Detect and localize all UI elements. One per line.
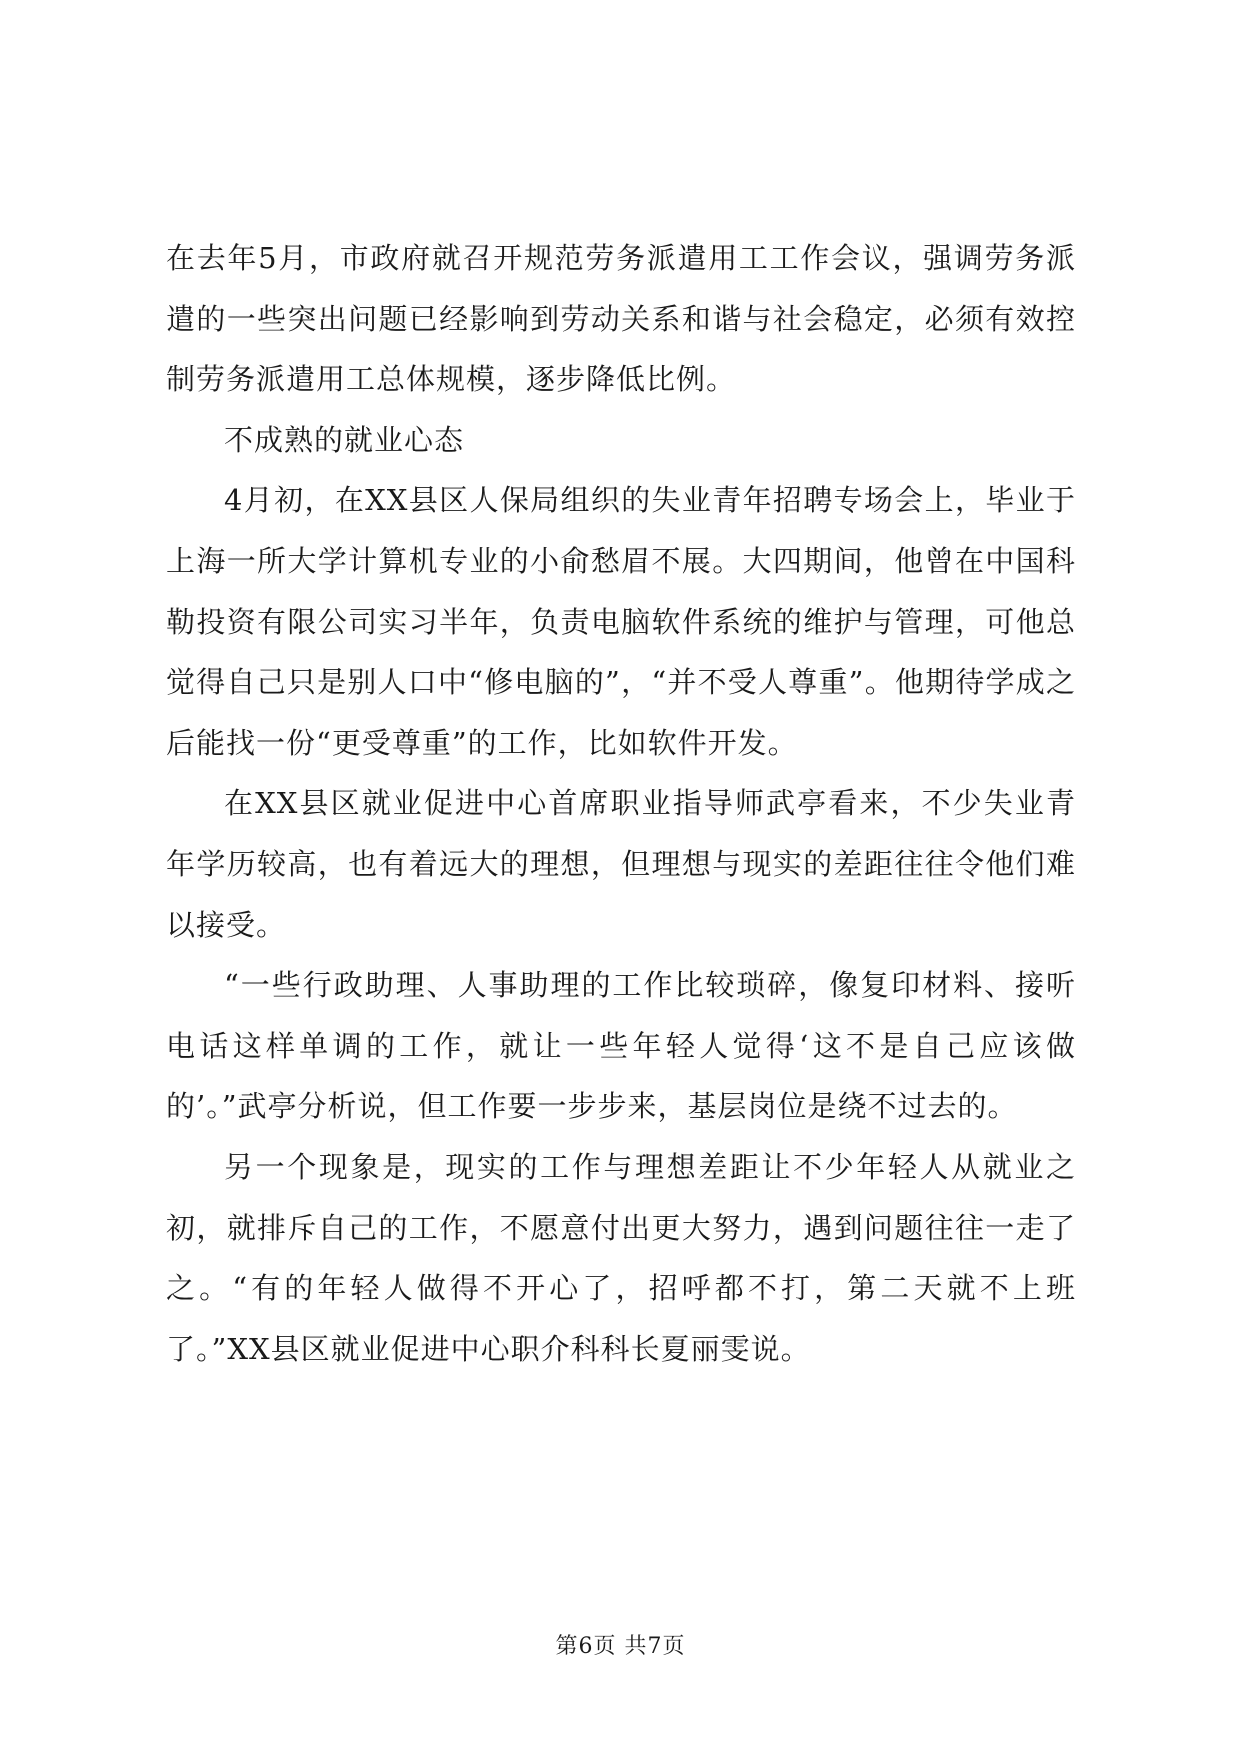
document-body xyxy=(166,228,1076,1379)
paragraph: 在XX县区就业促进中心首席职业指导师武亭看来，不少失业青年学历较高，也有着远大的理想，但理想与现实的差距往往令他们难以接受。 xyxy=(166,786,1076,942)
section-heading: 不成熟的就业心态 xyxy=(224,422,465,457)
page-footer: 第6页 共7页 xyxy=(555,1634,686,1659)
paragraph-continuation: 在去年5月，市政府就召开规范劳务派遣用工工作会议，强调劳务派遣的一些突出问题已经影响到劳动关系和谐与社会稳定，必须有效控制劳务派遣用工总体规模，逐步降低比例。 xyxy=(166,241,1076,397)
paragraph: 另一个现象是，现实的工作与理想差距让不少年轻人从就业之初，就排斥自己的工作，不愿意付出更大努力，遇到问题往往一走了之。“有的年轻人做得不开心了，招呼都不打，第二天就不上班了。”XX县区就业促进中心职介科科长夏丽雯说。 xyxy=(166,1149,1076,1366)
paragraph: 4月初，在XX县区人保局组织的失业青年招聘专场会上，毕业于上海一所大学计算机专业的小俞愁眉不展。大四期间，他曾在中国科勒投资有限公司实习半年，负责电脑软件系统的维护与管理，可他总觉得自己只是别人口中“修电脑的”，“并不受人尊重”。他期待学成之后能找一份“更受尊重”的工作，比如软件开发。 xyxy=(166,483,1076,760)
paragraph-quote: “一些行政助理、人事助理的工作比较琐碎，像复印材料、接听电话这样单调的工作，就让一些年轻人觉得‘这不是自己应该做的’。”武亭分析说，但工作要一步步来，基层岗位是绕不过去的。 xyxy=(166,968,1076,1124)
